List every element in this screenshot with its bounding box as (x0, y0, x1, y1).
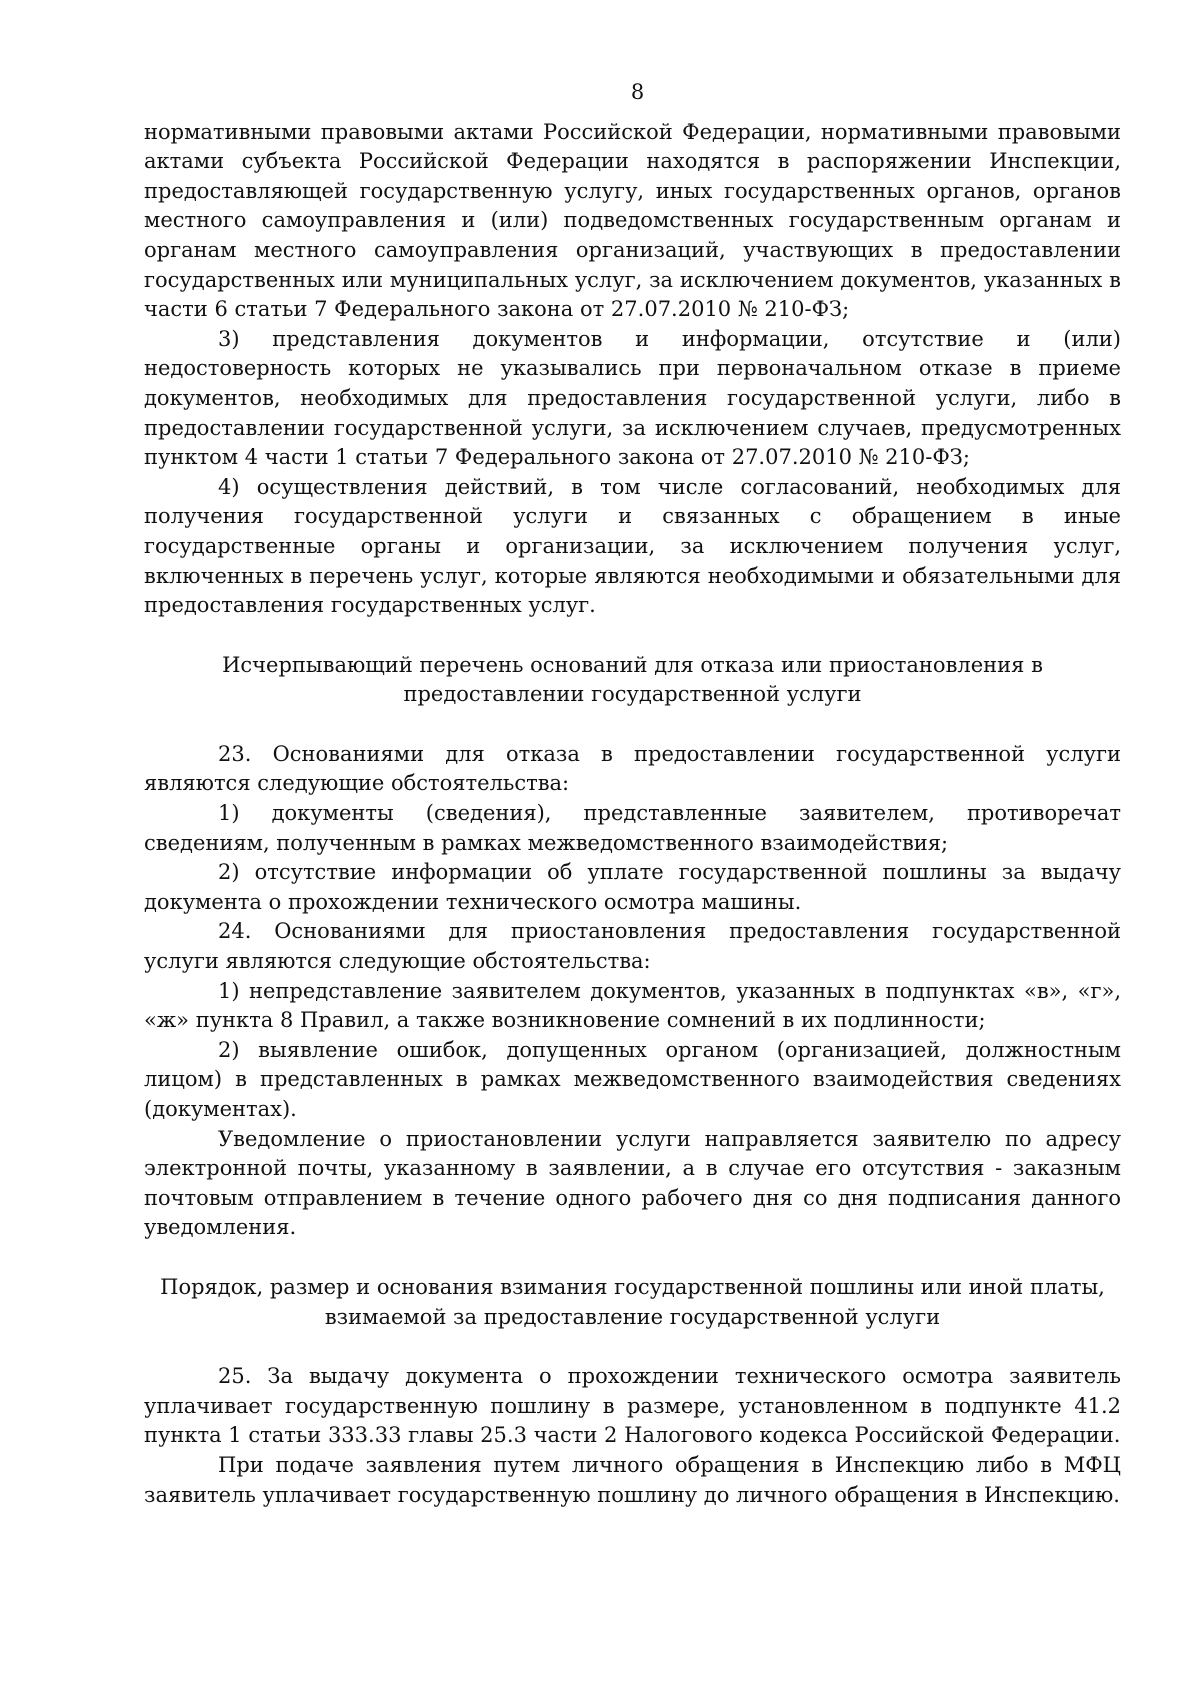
section-heading-state-fee (144, 1273, 1121, 1332)
heading-line: Порядок, размер и основания взимания государственной пошлины или иной платы, (160, 1274, 1105, 1299)
paragraph-23: 23. Основаниями для отказа в предоставлении государственной услуги являются следующие обстоятельства: (144, 741, 1121, 796)
paragraph-notification: Уведомление о приостановлении услуги направляется заявителю по адресу электронной почты, указанному в заявлении, а в случае его отсутствия - заказным почтовым отправлением в течение одного рабочего дня со дня подписания данного уведомления. (144, 1126, 1121, 1240)
paragraph-item-3: 3) представления документов и информации, отсутствие и (или) недостоверность которых не указывались при первоначальном отказе в приеме документов, необходимых для предоставления государственной услуги, либо в предоставлении государственной услуги, за исключением случаев, предусмотренных пунктом 4 части 1 статьи 7 Федерального закона от 27.07.2010 № 210-ФЗ; (144, 326, 1121, 470)
heading-line: взимаемой за предоставление государственной услуги (324, 1304, 941, 1329)
paragraph-24-item-2: 2) выявление ошибок, допущенных органом (организацией, должностным лицом) в представленных в рамках межведомственного взаимодействия сведениях (документах). (144, 1037, 1121, 1121)
page-number: 8 (630, 80, 645, 104)
paragraph-continuation: нормативными правовыми актами Российской Федерации, нормативными правовыми актами субъекта Российской Федерации находятся в распоряжении Инспекции, предоставляющей государственную услугу, иных государственных органов, органов местного самоуправления и (или) подведомственных государственным органам и органам местного самоуправления организаций, участвующих в предоставлении государственных или муниципальных услуг, за исключением документов, указанных в части 6 статьи 7 Федерального закона от 27.07.2010 № 210-ФЗ; (144, 119, 1121, 322)
paragraph-item-4: 4) осуществления действий, в том числе согласований, необходимых для получения государственной услуги и связанных с обращением в иные государственные органы и организации, за исключением получения услуг, включенных в перечень услуг, которые являются необходимыми и обязательными для предоставления государственных услуг. (144, 474, 1121, 618)
paragraph-23-item-1: 1) документы (сведения), представленные заявителем, противоречат сведениям, полученным в рамках межведомственного взаимодействия; (144, 801, 1121, 855)
paragraph-25: 25. За выдачу документа о прохождении технического осмотра заявитель уплачивает государственную пошлину в размере, установленном в подпункте 41.2 пункта 1 статьи 333.33 главы 25.3 части 2 Налогового кодекса Российской Федерации. (144, 1364, 1121, 1448)
heading-line: предоставлении государственной услуги (403, 682, 862, 707)
heading-line: Исчерпывающий перечень оснований для отказа или приостановления в (222, 652, 1043, 677)
paragraph-24-item-1: 1) непредставление заявителем документов, указанных в подпунктах «в», «г», «ж» пункта 8 Правил, а также возникновение сомнений в их подлинности; (144, 978, 1121, 1033)
paragraph-fee-payment: При подаче заявления путем личного обращения в Инспекцию либо в МФЦ заявитель уплачивает государственную пошлину до личного обращения в Инспекцию. (144, 1452, 1121, 1507)
section-heading-refusal-grounds (144, 651, 1121, 710)
paragraph-23-item-2: 2) отсутствие информации об уплате государственной пошлины за выдачу документа о прохождении технического осмотра машины. (144, 860, 1121, 914)
paragraph-24: 24. Основаниями для приостановления предоставления государственной услуги являются следующие обстоятельства: (144, 919, 1121, 974)
